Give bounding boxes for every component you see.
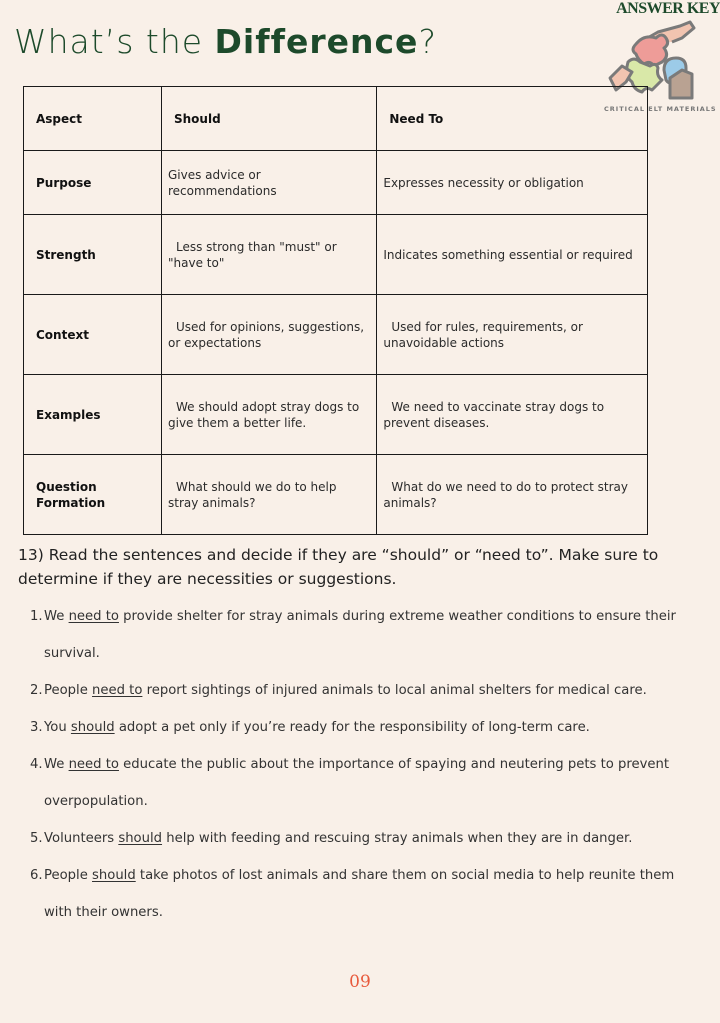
item-text-before: We [44,757,69,772]
table-header-row [24,87,648,151]
exercise-list [14,598,704,931]
item-text-after: provide shelter for stray animals during extreme weather conditions to ensure their [118,609,676,624]
row-aspect: Strength [24,215,162,295]
comparison-table [23,86,648,535]
row-aspect: Context [24,295,162,375]
list-item [14,857,704,931]
list-item [14,709,704,746]
table-row [24,375,648,455]
row-should-text: What should we do to help stray animals? [168,479,337,510]
item-number: 2. [30,683,43,698]
item-text-after: take photos of lost animals and share them on social media to help reunite them [135,868,675,883]
page-number: 09 [349,972,371,992]
list-item [14,672,704,709]
row-need-to [377,295,648,375]
item-text-before: People [44,683,93,698]
item-text-before: We [44,609,69,624]
item-text-before: Volunteers [44,831,119,846]
title-bold-text: Difference [214,22,419,61]
item-text-continued: with their owners. [44,905,163,920]
row-should [162,375,377,455]
row-need-to: Indicates something essential or required [377,215,648,295]
row-need-to-text: Used for rules, requirements, or unavoidable actions [383,319,583,350]
row-need-to-text: What do we need to do to protect stray animals? [383,479,628,510]
row-aspect: Examples [24,375,162,455]
header-need-to: Need To [377,87,648,151]
item-number: 1. [30,609,43,624]
item-text-before: People [44,868,93,883]
item-text-continued: overpopulation. [44,794,148,809]
item-number: 5. [30,831,43,846]
brand-name: CRITICAL ELT MATERIALS [604,105,717,113]
row-should: Gives advice or recommendations [162,151,377,215]
item-text-after: help with feeding and rescuing stray animals when they are in danger. [162,831,633,846]
list-item [14,598,704,672]
list-item [14,820,704,857]
row-aspect: Purpose [24,151,162,215]
list-item [14,746,704,820]
title-end-text: ? [418,22,437,61]
header-should: Should [162,87,377,151]
item-answer: should [70,720,115,735]
table-row [24,215,648,295]
item-answer: need to [68,609,119,624]
item-number: 4. [30,757,43,772]
row-should [162,295,377,375]
row-should-text: Used for opinions, suggestions, or expectations [168,319,365,350]
header-aspect: Aspect [24,87,162,151]
table-row [24,295,648,375]
item-answer: should [92,868,136,883]
item-answer: should [118,831,163,846]
row-need-to-text: We need to vaccinate stray dogs to prevent diseases. [383,399,605,430]
answer-key-label: ANSWER KEY [616,0,720,17]
item-number: 3. [30,720,43,735]
row-need-to [377,455,648,535]
item-text-before: You [44,720,71,735]
item-text-continued: survival. [44,646,100,661]
row-aspect: Question Formation [24,455,162,535]
exercise-instruction: 13) Read the sentences and decide if they are “should” or “need to”. Make sure to determine if they are necessities or suggestions. [18,546,659,588]
row-should-text: We should adopt stray dogs to give them a better life. [168,399,360,430]
item-text-after: adopt a pet only if you’re ready for the responsibility of long-term care. [114,720,590,735]
item-answer: need to [92,683,143,698]
row-should [162,455,377,535]
item-text-after: educate the public about the importance of spaying and neutering pets to prevent [118,757,670,772]
table-row [24,455,648,535]
row-should-text: Less strong than "must" or "have to" [168,239,337,270]
row-need-to [377,375,648,455]
row-should [162,215,377,295]
table-row [24,151,648,215]
item-answer: need to [68,757,119,772]
row-need-to: Expresses necessity or obligation [377,151,648,215]
item-text-after: report sightings of injured animals to local animal shelters for medical care. [142,683,647,698]
item-number: 6. [30,868,43,883]
title-light-text: What’s the [14,22,215,61]
page-title [14,22,437,61]
